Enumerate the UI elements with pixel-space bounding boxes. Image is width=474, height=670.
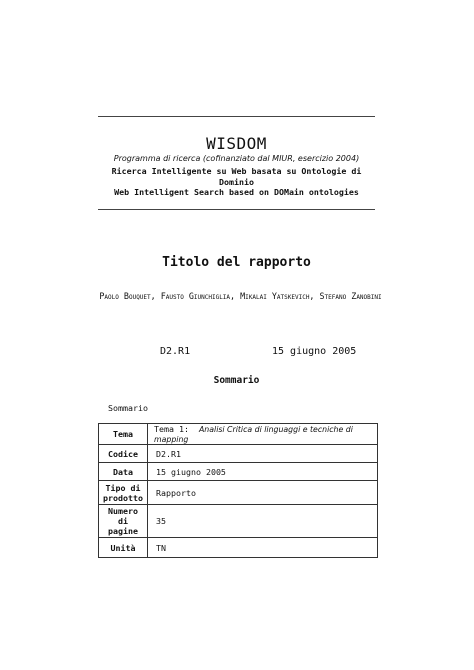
tema-label: Tema (99, 424, 148, 445)
bottom-rule (98, 209, 375, 210)
numero-label: Numero di pagine (99, 505, 148, 538)
tipo-label: Tipo di prodotto (99, 481, 148, 505)
table-row (99, 505, 378, 538)
table-row (99, 538, 378, 558)
tema-prefix: Tema 1: (154, 424, 189, 434)
unita-label: Unità (99, 538, 148, 558)
table-row (99, 463, 378, 481)
data-value: 15 giugno 2005 (148, 463, 378, 481)
summary-text: Sommario (108, 403, 148, 413)
report-date: 15 giugno 2005 (272, 346, 357, 357)
tipo-value: Rapporto (148, 481, 378, 505)
top-rule (98, 116, 375, 117)
summary-heading: Sommario (213, 375, 260, 386)
tema-value-cell (148, 424, 378, 445)
report-title: Titolo del rapporto (162, 255, 311, 270)
data-label: Data (99, 463, 148, 481)
codice-label: Codice (99, 445, 148, 463)
report-authors: Paolo Bouquet, Fausto Giunchiglia, Mikalai Yatskevich, Stefano Zanobini (99, 291, 382, 301)
table-row (99, 481, 378, 505)
project-title: WISDOM (206, 134, 267, 153)
numero-value: 35 (148, 505, 378, 538)
info-table (98, 423, 378, 558)
table-row (99, 424, 378, 445)
unita-value: TN (148, 538, 378, 558)
tema-value: Analisi Critica di linguaggi e tecniche di mapping (154, 425, 353, 444)
table-row (99, 445, 378, 463)
report-code: D2.R1 (160, 346, 191, 357)
codice-value: D2.R1 (148, 445, 378, 463)
project-english-title: Web Intelligent Search based on DOMain ontologies (114, 187, 359, 197)
project-italian-title: Ricerca Intelligente su Web basata su Ontologie di Dominio (111, 166, 362, 187)
project-subtitle: Programma di ricerca (cofinanziato dal MIUR, esercizio 2004) (113, 154, 360, 163)
